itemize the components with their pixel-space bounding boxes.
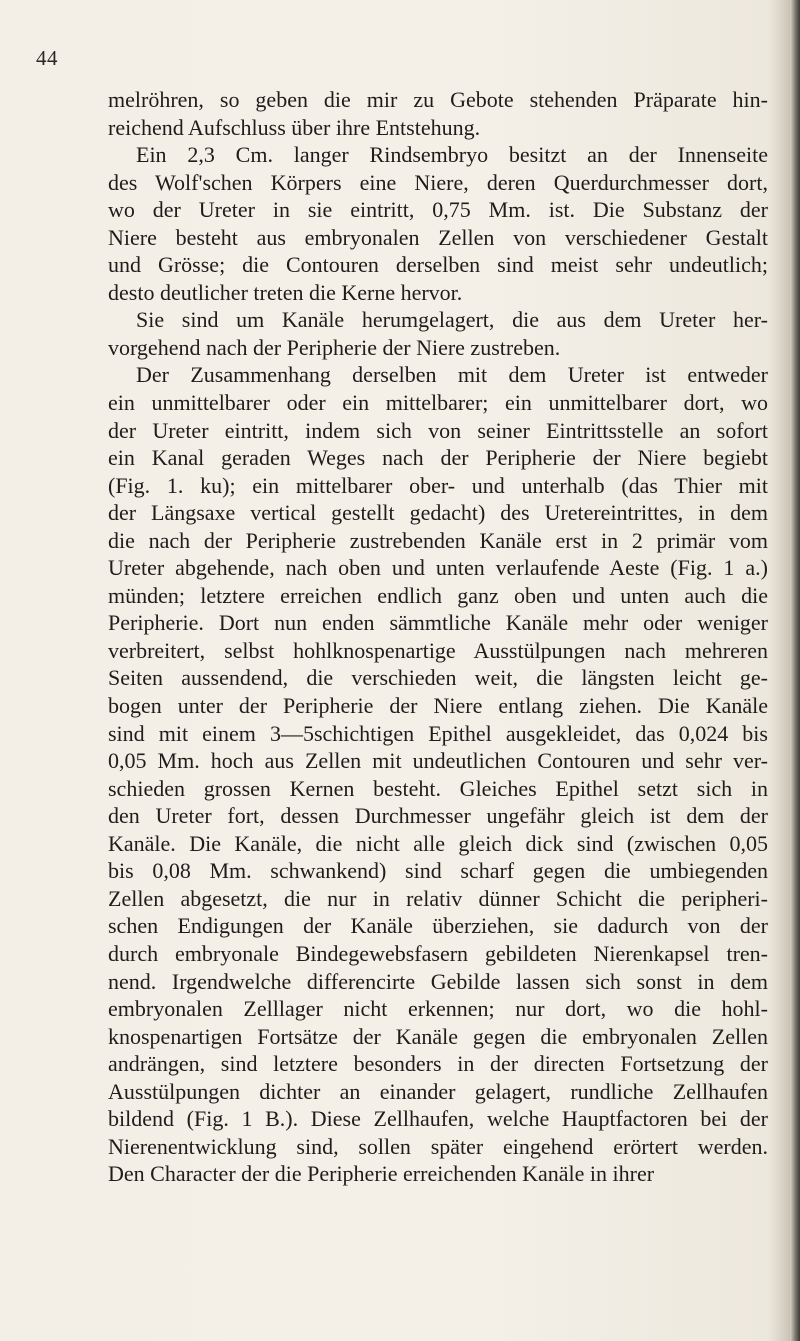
text-line-15: (Fig. 1. ku); ein mittelbarer ober- und unterhalb (das Thier mit (108, 472, 768, 498)
text-line-9: Sie sind um Kanäle herumgelagert, die aus dem Ureter her- (136, 307, 768, 333)
text-line-3: Ein 2,3 Cm. langer Rindsembryo besitzt an der Innenseite (136, 142, 768, 168)
text-line-14: ein Kanal geraden Weges nach der Peripherie der Niere begiebt (108, 445, 768, 471)
text-line-32: durch embryonale Bindegewebsfasern gebildeten Nierenkapsel tren- (108, 940, 768, 966)
text-line-37: Ausstülpungen dichter an einander gelagert, rundliche Zellhaufen (108, 1078, 768, 1104)
text-line-10: vorgehend nach der Peripherie der Niere zustreben. (108, 334, 561, 360)
text-line-23: bogen unter der Peripherie der Niere entlang ziehen. Die Kanäle (108, 693, 768, 719)
text-line-30: Zellen abgesetzt, die nur in relativ dünner Schicht die peripheri- (108, 885, 768, 911)
text-line-27: den Ureter fort, dessen Durchmesser ungefähr gleich ist dem der (108, 803, 768, 829)
text-line-20: Peripherie. Dort nun enden sämmtliche Kanäle mehr oder weniger (108, 610, 768, 636)
text-line-31: schen Endigungen der Kanäle überziehen, sie dadurch von der (108, 913, 768, 939)
text-line-7: und Grösse; die Contouren derselben sind meist sehr undeutlich; (108, 252, 768, 278)
page-number: 44 (36, 46, 58, 70)
text-line-16: der Längsaxe vertical gestellt gedacht) des Uretereintrittes, in dem (108, 500, 768, 526)
text-line-39: Nierenentwicklung sind, sollen später eingehend erörtert werden. (108, 1133, 768, 1159)
page-edge-shadow (790, 0, 800, 1341)
text-line-35: knospenartigen Fortsätze der Kanäle gegen die embryonalen Zellen (108, 1023, 768, 1049)
text-line-8: desto deutlicher treten die Kerne hervor. (108, 279, 463, 305)
text-line-33: nend. Irgendwelche differencirte Gebilde lassen sich sonst in dem (108, 968, 768, 994)
text-line-5: wo der Ureter in sie eintritt, 0,75 Mm. ist. Die Substanz der (108, 197, 768, 223)
body-text (108, 86, 768, 1188)
text-line-19: münden; letztere erreichen endlich ganz oben und unten auch die (108, 582, 768, 608)
text-line-25: 0,05 Mm. hoch aus Zellen mit undeutlichen Contouren und sehr ver- (108, 748, 768, 774)
text-line-2: reichend Aufschluss über ihre Entstehung. (108, 114, 481, 140)
text-line-18: Ureter abgehende, nach oben und unten verlaufende Aeste (Fig. 1 a.) (108, 555, 768, 581)
text-line-38: bildend (Fig. 1 B.). Diese Zellhaufen, welche Hauptfactoren bei der (108, 1106, 768, 1132)
text-line-40: Den Character der die Peripherie erreichenden Kanäle in ihrer (108, 1161, 655, 1187)
text-line-12: ein unmittelbarer oder ein mittelbarer; ein unmittelbarer dort, wo (108, 390, 768, 416)
text-line-11: Der Zusammenhang derselben mit dem Ureter ist entweder (136, 362, 768, 388)
text-line-22: Seiten aussendend, die verschieden weit, die längsten leicht ge- (108, 665, 768, 691)
text-line-28: Kanäle. Die Kanäle, die nicht alle gleich dick sind (zwischen 0,05 (108, 830, 768, 856)
text-line-6: Niere besteht aus embryonalen Zellen von verschiedener Gestalt (108, 224, 768, 250)
text-line-29: bis 0,08 Mm. schwankend) sind scharf gegen die umbiegenden (108, 858, 768, 884)
text-line-34: embryonalen Zelllager nicht erkennen; nur dort, wo die hohl- (108, 996, 768, 1022)
text-line-21: verbreitert, selbst hohlknospenartige Ausstülpungen nach mehreren (108, 637, 768, 663)
text-line-13: der Ureter eintritt, indem sich von seiner Eintrittsstelle an sofort (108, 417, 768, 443)
text-line-26: schieden grossen Kernen besteht. Gleiches Epithel setzt sich in (108, 775, 768, 801)
text-line-4: des Wolf'schen Körpers eine Niere, deren Querdurchmesser dort, (108, 169, 768, 195)
text-line-1: melröhren, so geben die mir zu Gebote stehenden Präparate hin- (108, 87, 768, 112)
text-line-36: andrängen, sind letztere besonders in der directen Fortsetzung der (108, 1051, 768, 1077)
text-line-24: sind mit einem 3—5schichtigen Epithel ausgekleidet, das 0,024 bis (108, 720, 768, 746)
text-line-17: die nach der Peripherie zustrebenden Kanäle erst in 2 primär vom (108, 527, 768, 553)
